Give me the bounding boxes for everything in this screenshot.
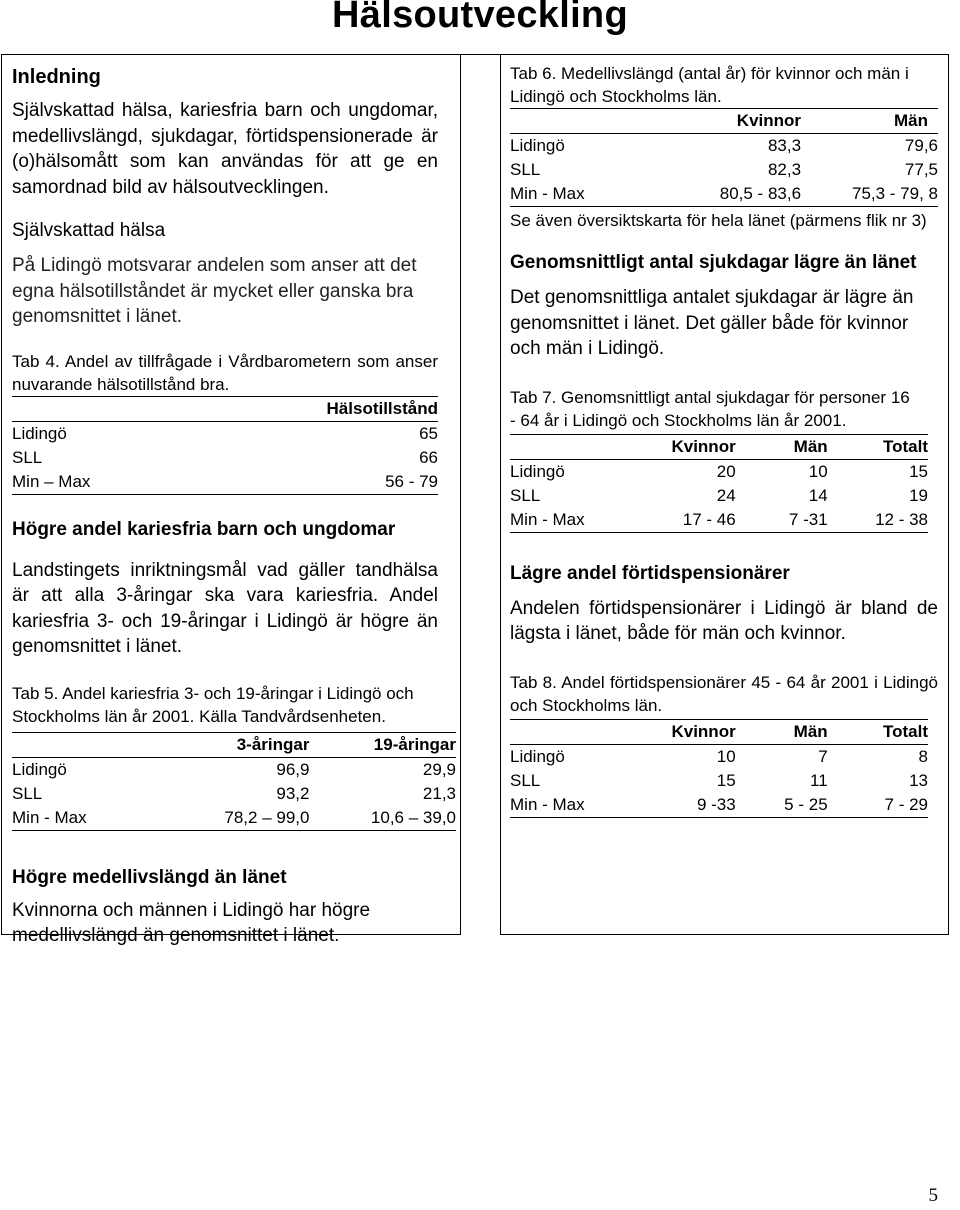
caries-heading: Högre andel kariesfria barn och ungdomar <box>12 518 396 540</box>
center-divider <box>460 54 461 934</box>
row-value-c: 12 - 38 <box>875 509 928 529</box>
caries-text: Landstingets inriktningsmål vad gäller tandhälsa är att alla 3-åringar ska vara kariesfria. Andel kariesfria 3- och 19-åringar i Lidingö är högre än genomsnittet i länet. <box>12 559 438 657</box>
row-label: Min - Max <box>510 184 585 203</box>
row-value-b: 79,6 <box>904 136 938 155</box>
tab4-table <box>12 396 438 495</box>
row-value-a: 96,9 <box>276 759 310 779</box>
row-value-b: 29,9 <box>422 759 456 779</box>
row-value-c: 7 - 29 <box>884 794 928 814</box>
table-row <box>12 806 456 831</box>
row-label: Min – Max <box>12 471 91 491</box>
tab6-caption: Tab 6. Medellivslängd (antal år) för kvinnor och män i Lidingö och Stockholms län. <box>510 64 909 106</box>
table-row <box>510 182 938 207</box>
row-value-c: 19 <box>909 485 928 505</box>
row-label: SLL <box>510 770 541 790</box>
self-rated-heading: Självskattad hälsa <box>12 220 166 241</box>
far-right-divider <box>948 54 949 934</box>
tab7-table <box>510 434 928 533</box>
left-column <box>12 62 456 949</box>
tab5-caption: Tab 5. Andel kariesfria 3- och 19-åringar i Lidingö och Stockholms län år 2001. Källa Tandvårdsenheten. <box>12 683 414 726</box>
right-divider <box>500 54 501 934</box>
row-value-a: 24 <box>716 485 736 505</box>
row-value-b: 10,6 – 39,0 <box>370 807 456 827</box>
tab6-header-a: Kvinnor <box>736 111 802 130</box>
tab8-header-a: Kvinnor <box>671 721 736 741</box>
row-value: 65 <box>419 423 438 443</box>
tab6-header-b: Män <box>894 111 928 130</box>
row-value-a: 20 <box>716 461 736 481</box>
life-heading: Högre medellivslängd än länet <box>12 866 287 888</box>
table-row <box>510 158 938 182</box>
row-value-a: 17 - 46 <box>682 509 736 529</box>
table-row <box>510 744 928 769</box>
row-value-b: 10 <box>808 461 828 481</box>
row-value-c: 8 <box>918 746 928 766</box>
tab5-corner <box>12 732 163 757</box>
left-divider <box>1 54 2 934</box>
row-value-a: 78,2 – 99,0 <box>224 807 310 827</box>
table-row <box>510 769 928 793</box>
intro-heading: Inledning <box>12 66 101 88</box>
tab5-table <box>12 732 456 831</box>
tab5-header-b: 19-åringar <box>373 734 456 754</box>
intro-text: Självskattad hälsa, kariesfria barn och ungdomar, medellivslängd, sjukdagar, förtidspensionerade är (o)hälsomått som kan användas för att ge en samordnad bild av hälsoutvecklingen. <box>12 100 438 198</box>
row-label: Min - Max <box>12 807 87 827</box>
tab8-header-c: Totalt <box>882 721 928 741</box>
tab7-corner <box>510 434 640 459</box>
tab8-header-b: Män <box>793 721 828 741</box>
row-value-b: 75,3 - 79, 8 <box>851 184 938 203</box>
table-row <box>12 446 438 470</box>
table-row <box>510 484 928 508</box>
row-value: 66 <box>419 447 438 467</box>
tab4-caption: Tab 4. Andel av tillfrågade i Vårdbarometern som anser nuvarande hälsotillstånd bra. <box>12 351 438 394</box>
row-label: Lidingö <box>510 136 565 155</box>
row-value-c: 15 <box>909 461 928 481</box>
tab7-caption: Tab 7. Genomsnittligt antal sjukdagar för personer 16 - 64 år i Lidingö och Stockholms län år 2001. <box>510 387 910 430</box>
self-rated-text: På Lidingö motsvarar andelen som anser att det egna hälsotillståndet är mycket eller ganska bra genomsnittet i länet. <box>12 255 417 327</box>
pension-heading: Lägre andel förtidspensionärer <box>510 562 790 584</box>
row-label: Lidingö <box>510 461 565 481</box>
row-value-a: 93,2 <box>276 783 310 803</box>
row-value-a: 9 -33 <box>696 794 736 814</box>
tab8-corner <box>510 719 640 744</box>
row-label: SLL <box>510 160 541 179</box>
row-label: Min - Max <box>510 509 585 529</box>
row-label: SLL <box>12 783 43 803</box>
bottom-rule-right <box>500 934 949 935</box>
row-label: SLL <box>12 447 43 467</box>
row-label: Lidingö <box>12 759 67 779</box>
page-title: Hälsoutveckling <box>332 0 628 36</box>
tab8-caption: Tab 8. Andel förtidspensionärer 45 - 64 år 2001 i Lidingö och Stockholms län. <box>510 672 938 715</box>
table-row <box>510 459 928 484</box>
table-row <box>12 470 438 495</box>
right-column <box>510 62 938 818</box>
top-rule <box>1 54 949 55</box>
row-label: Lidingö <box>510 746 565 766</box>
row-value-b: 14 <box>808 485 828 505</box>
row-value-b: 21,3 <box>422 783 456 803</box>
row-value-a: 15 <box>716 770 736 790</box>
tab5-header-a: 3-åringar <box>236 734 310 754</box>
tab7-header-b: Män <box>793 436 828 456</box>
tab7-header-a: Kvinnor <box>671 436 736 456</box>
row-label: Min - Max <box>510 794 585 814</box>
row-value: 56 - 79 <box>385 471 438 491</box>
pension-text: Andelen förtidspensionärer i Lidingö är bland de lägsta i länet, både för män och kvinnor. <box>510 597 938 644</box>
table-row <box>12 782 456 806</box>
row-value-a: 83,3 <box>767 136 802 155</box>
tab6-table <box>510 108 938 207</box>
row-value-a: 10 <box>716 746 736 766</box>
page-number: 5 <box>928 1185 938 1206</box>
tab4-header: Hälsotillstånd <box>326 398 438 418</box>
row-value-b: 7 <box>818 746 828 766</box>
row-label: Lidingö <box>12 423 67 443</box>
row-value-b: 7 -31 <box>788 509 828 529</box>
tab4-corner <box>12 396 188 421</box>
tab6-corner <box>510 109 664 134</box>
tab6-note: Se även översiktskarta för hela länet (pärmens flik nr 3) <box>510 211 927 230</box>
row-value-b: 5 - 25 <box>784 794 828 814</box>
table-row <box>12 421 438 446</box>
sick-heading: Genomsnittligt antal sjukdagar lägre än länet <box>510 252 917 273</box>
table-row <box>510 793 928 818</box>
life-text: Kvinnorna och männen i Lidingö har högre medellivslängd än genomsnittet i länet. <box>12 899 371 946</box>
tab8-table <box>510 719 928 818</box>
row-value-a: 80,5 - 83,6 <box>719 184 802 203</box>
row-value-a: 82,3 <box>767 160 802 179</box>
row-label: SLL <box>510 485 541 505</box>
row-value-b: 77,5 <box>904 160 938 179</box>
table-row <box>510 134 938 159</box>
sick-text: Det genomsnittliga antalet sjukdagar är lägre än genomsnittet i länet. Det gäller både för kvinnor och män i Lidingö. <box>510 287 914 359</box>
row-value-b: 11 <box>810 770 828 790</box>
table-row <box>510 508 928 533</box>
table-row <box>12 757 456 782</box>
tab7-header-c: Totalt <box>882 436 928 456</box>
row-value-c: 13 <box>909 770 928 790</box>
